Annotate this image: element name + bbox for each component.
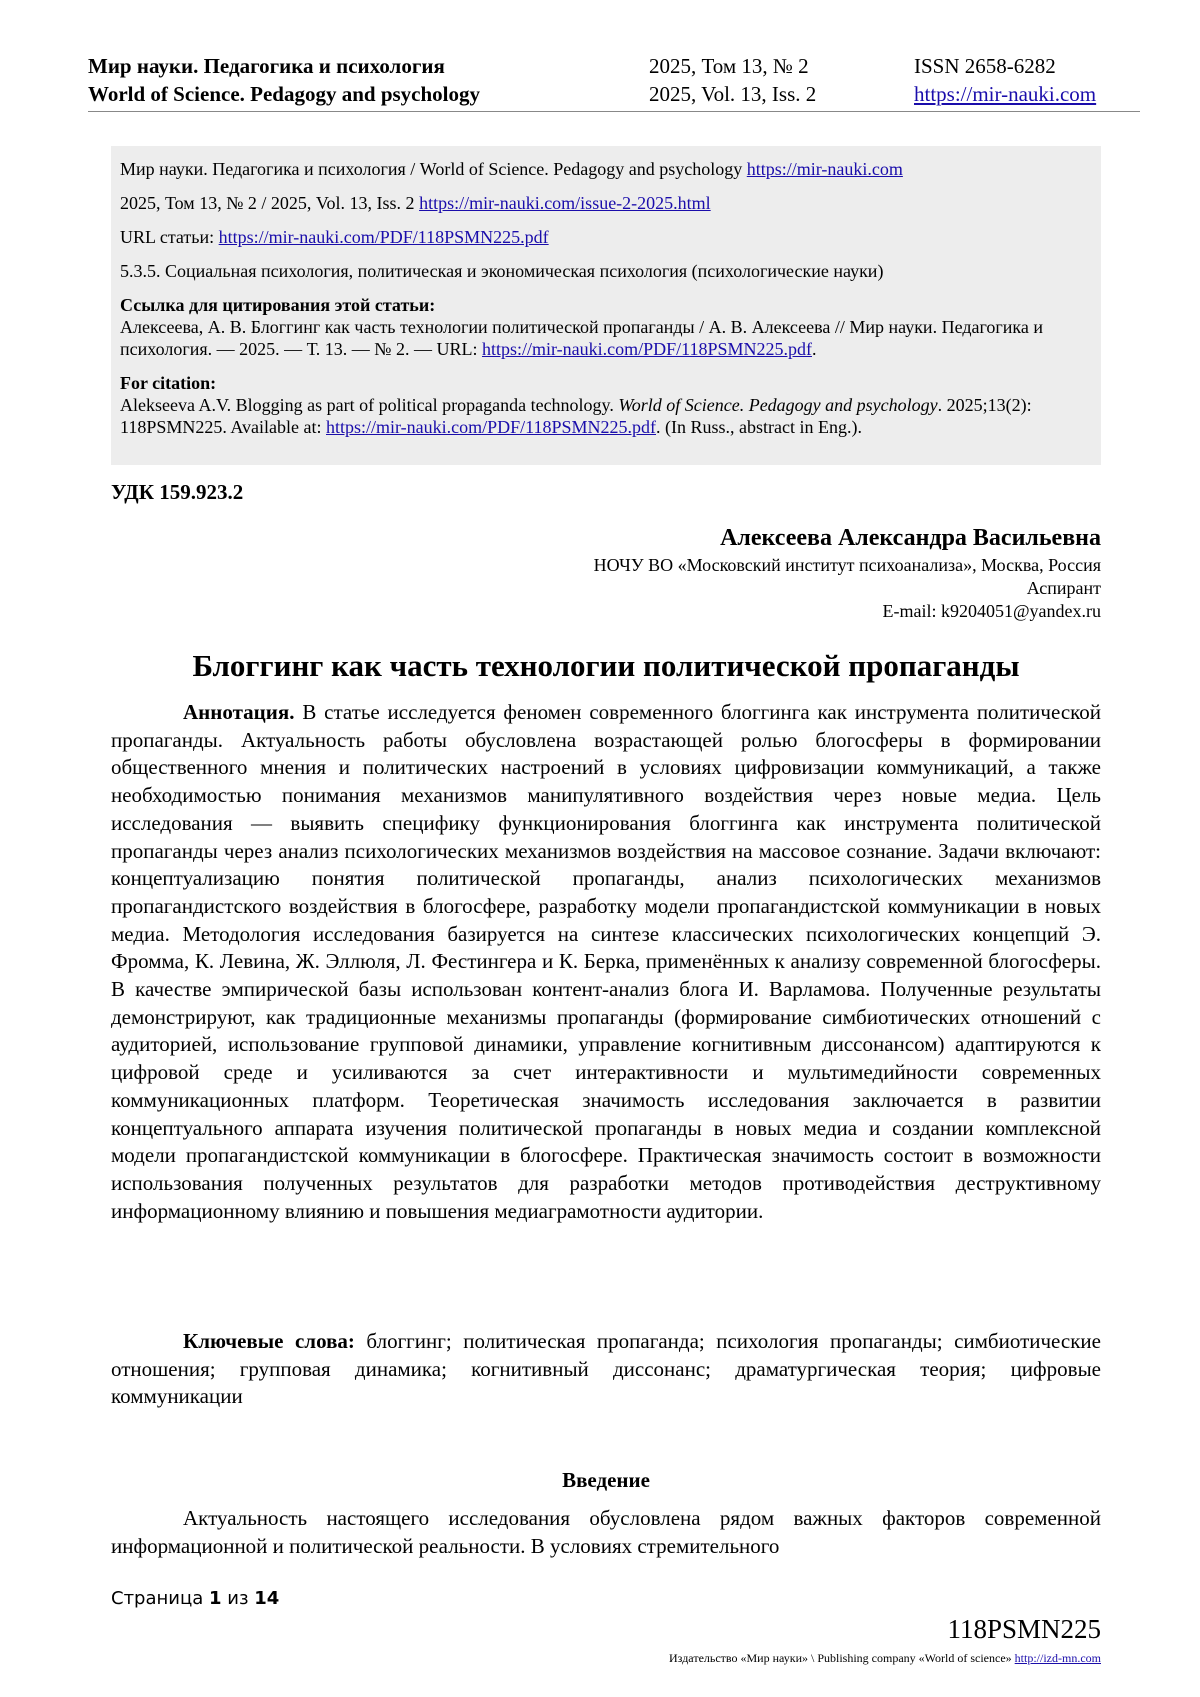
page-number: Страница 1 из 14	[111, 1588, 280, 1609]
issue-info	[649, 52, 816, 108]
cite-ru-link[interactable]: https://mir-nauki.com/PDF/118PSMN225.pdf	[481, 339, 812, 359]
publisher-line: Издательство «Мир науки» \ Publishing company «World of science» http://izd-mn.com	[669, 1651, 1101, 1665]
author-name: Алексеева Александра Васильевна	[720, 525, 1101, 551]
cite-en: Alekseeva A.V. Blogging as part of political propaganda technology. World of Science. Pedagogy and psychology. 2025;13(2): 118PSMN225. Available at: https://mir-nauki.com/PDF/118PSMN225.pdf. (In Russ., abstract in Eng.).	[120, 395, 1032, 437]
header-divider	[88, 111, 1140, 112]
cite-ru: Алексеева, А. В. Блоггинг как часть технологии политической пропаганды / А. В. Алексеева // Мир науки. Педагогика и психология. — 2025. — Т. 13. — № 2. — URL: https://mir-nauki.com/PDF/118PSMN225.pdf.	[120, 317, 1044, 359]
issue-link[interactable]: https://mir-nauki.com/issue-2-2025.html	[419, 193, 711, 213]
keywords-label: Ключевые слова:	[183, 1329, 355, 1353]
author-email: E-mail: k9204051@yandex.ru	[882, 601, 1101, 621]
info-specialty: 5.3.5. Социальная психология, политическая и экономическая психология (психологические науки)	[120, 261, 884, 281]
cite-en-link[interactable]: https://mir-nauki.com/PDF/118PSMN225.pdf	[326, 417, 656, 437]
info-journal-line: Мир науки. Педагогика и психология / World of Science. Pedagogy and psychology https://mir-nauki.com	[120, 159, 903, 179]
cite-en-heading: For citation:	[120, 373, 217, 393]
keywords	[111, 1328, 1101, 1411]
info-url-line: URL статьи: https://mir-nauki.com/PDF/118PSMN225.pdf	[120, 227, 549, 247]
udk-code: УДК 159.923.2	[111, 480, 244, 504]
article-info-box	[111, 146, 1101, 465]
info-issue-line: 2025, Том 13, № 2 / 2025, Vol. 13, Iss. 2 https://mir-nauki.com/issue-2-2025.html	[120, 193, 711, 213]
issn: ISSN 2658-6282	[914, 54, 1056, 78]
journal-title	[88, 52, 480, 108]
journal-title-en: World of Science. Pedagogy and psychology	[88, 82, 481, 106]
author-affiliation: НОЧУ ВО «Московский институт психоанализа», Москва, Россия	[593, 555, 1101, 575]
publisher-link[interactable]: http://izd-mn.com	[1014, 1651, 1101, 1665]
issue-en: 2025, Vol. 13, Iss. 2	[649, 82, 817, 106]
intro-text: Актуальность настоящего исследования обусловлена рядом важных факторов современной информационной и политической реальности. В условиях стремительного	[111, 1506, 1101, 1558]
keywords-text: блоггинг; политическая пропаганда; психология пропаганды; симбиотические отношения; групповая динамика; когнитивный диссонанс; драматургическая теория; цифровые коммуникации	[111, 1329, 1101, 1409]
abstract	[111, 699, 1101, 1225]
intro-heading: Введение	[562, 1468, 650, 1492]
author-position: Аспирант	[1026, 578, 1101, 598]
article-title: Блоггинг как часть технологии политической пропаганды	[192, 648, 1020, 683]
abstract-label: Аннотация.	[183, 700, 295, 724]
cite-ru-heading: Ссылка для цитирования этой статьи:	[120, 295, 436, 315]
site-link[interactable]: https://mir-nauki.com	[914, 82, 1097, 106]
journal-link[interactable]: https://mir-nauki.com	[746, 159, 903, 179]
issue-ru: 2025, Том 13, № 2	[649, 54, 809, 78]
article-url-link[interactable]: https://mir-nauki.com/PDF/118PSMN225.pdf	[218, 227, 549, 247]
journal-title-ru: Мир науки. Педагогика и психология	[88, 54, 445, 78]
abstract-text: В статье исследуется феномен современного блоггинга как инструмента политической пропаганды. Актуальность работы обусловлена возрастающей ролью блогосферы в формировании общественного мнения и политических настроений в условиях цифровизации коммуникаций, а также необходимостью понимания механизмов манипулятивного воздействия через новые медиа. Цель исследования — выявить специфику функционирования блоггинга как инструмента политической пропаганды через анализ психологических механизмов воздействия на массовое сознание. Задачи включают: концептуализацию понятия политической пропаганды, анализ психологических механизмов пропагандистского воздействия в блогосфере, разработку модели пропагандистской коммуникации в новых медиа. Методология исследования базируется на синтезе классических психологических концепций Э. Фромма, К. Левина, Ж. Эллюля, Л. Фестингера и К. Берка, применённых к анализу современной блогосферы. В качестве эмпирической базы использован контент-анализ блога И. Варламова. Полученные результаты демонстрируют, как традиционные механизмы пропаганды (формирование симбиотических отношений с аудиторией, использование групповой динамики, управление когнитивным диссонансом) адаптируются к цифровой среде и усиливаются за счет интерактивности и мультимедийности современных коммуникационных платформ. Теоретическая значимость исследования заключается в развитии концептуального аппарата изучения политической пропаганды в новых медиа и создании комплексной модели пропагандистской коммуникации в блогосфере. Практическая значимость состоит в возможности использования полученных результатов для разработки методов противодействия деструктивному информационному влиянию и повышения медиаграмотности аудитории.	[111, 700, 1102, 1223]
issn-block	[914, 52, 1096, 108]
author-block	[594, 522, 1101, 623]
article-code: 118PSMN225	[947, 1614, 1101, 1644]
